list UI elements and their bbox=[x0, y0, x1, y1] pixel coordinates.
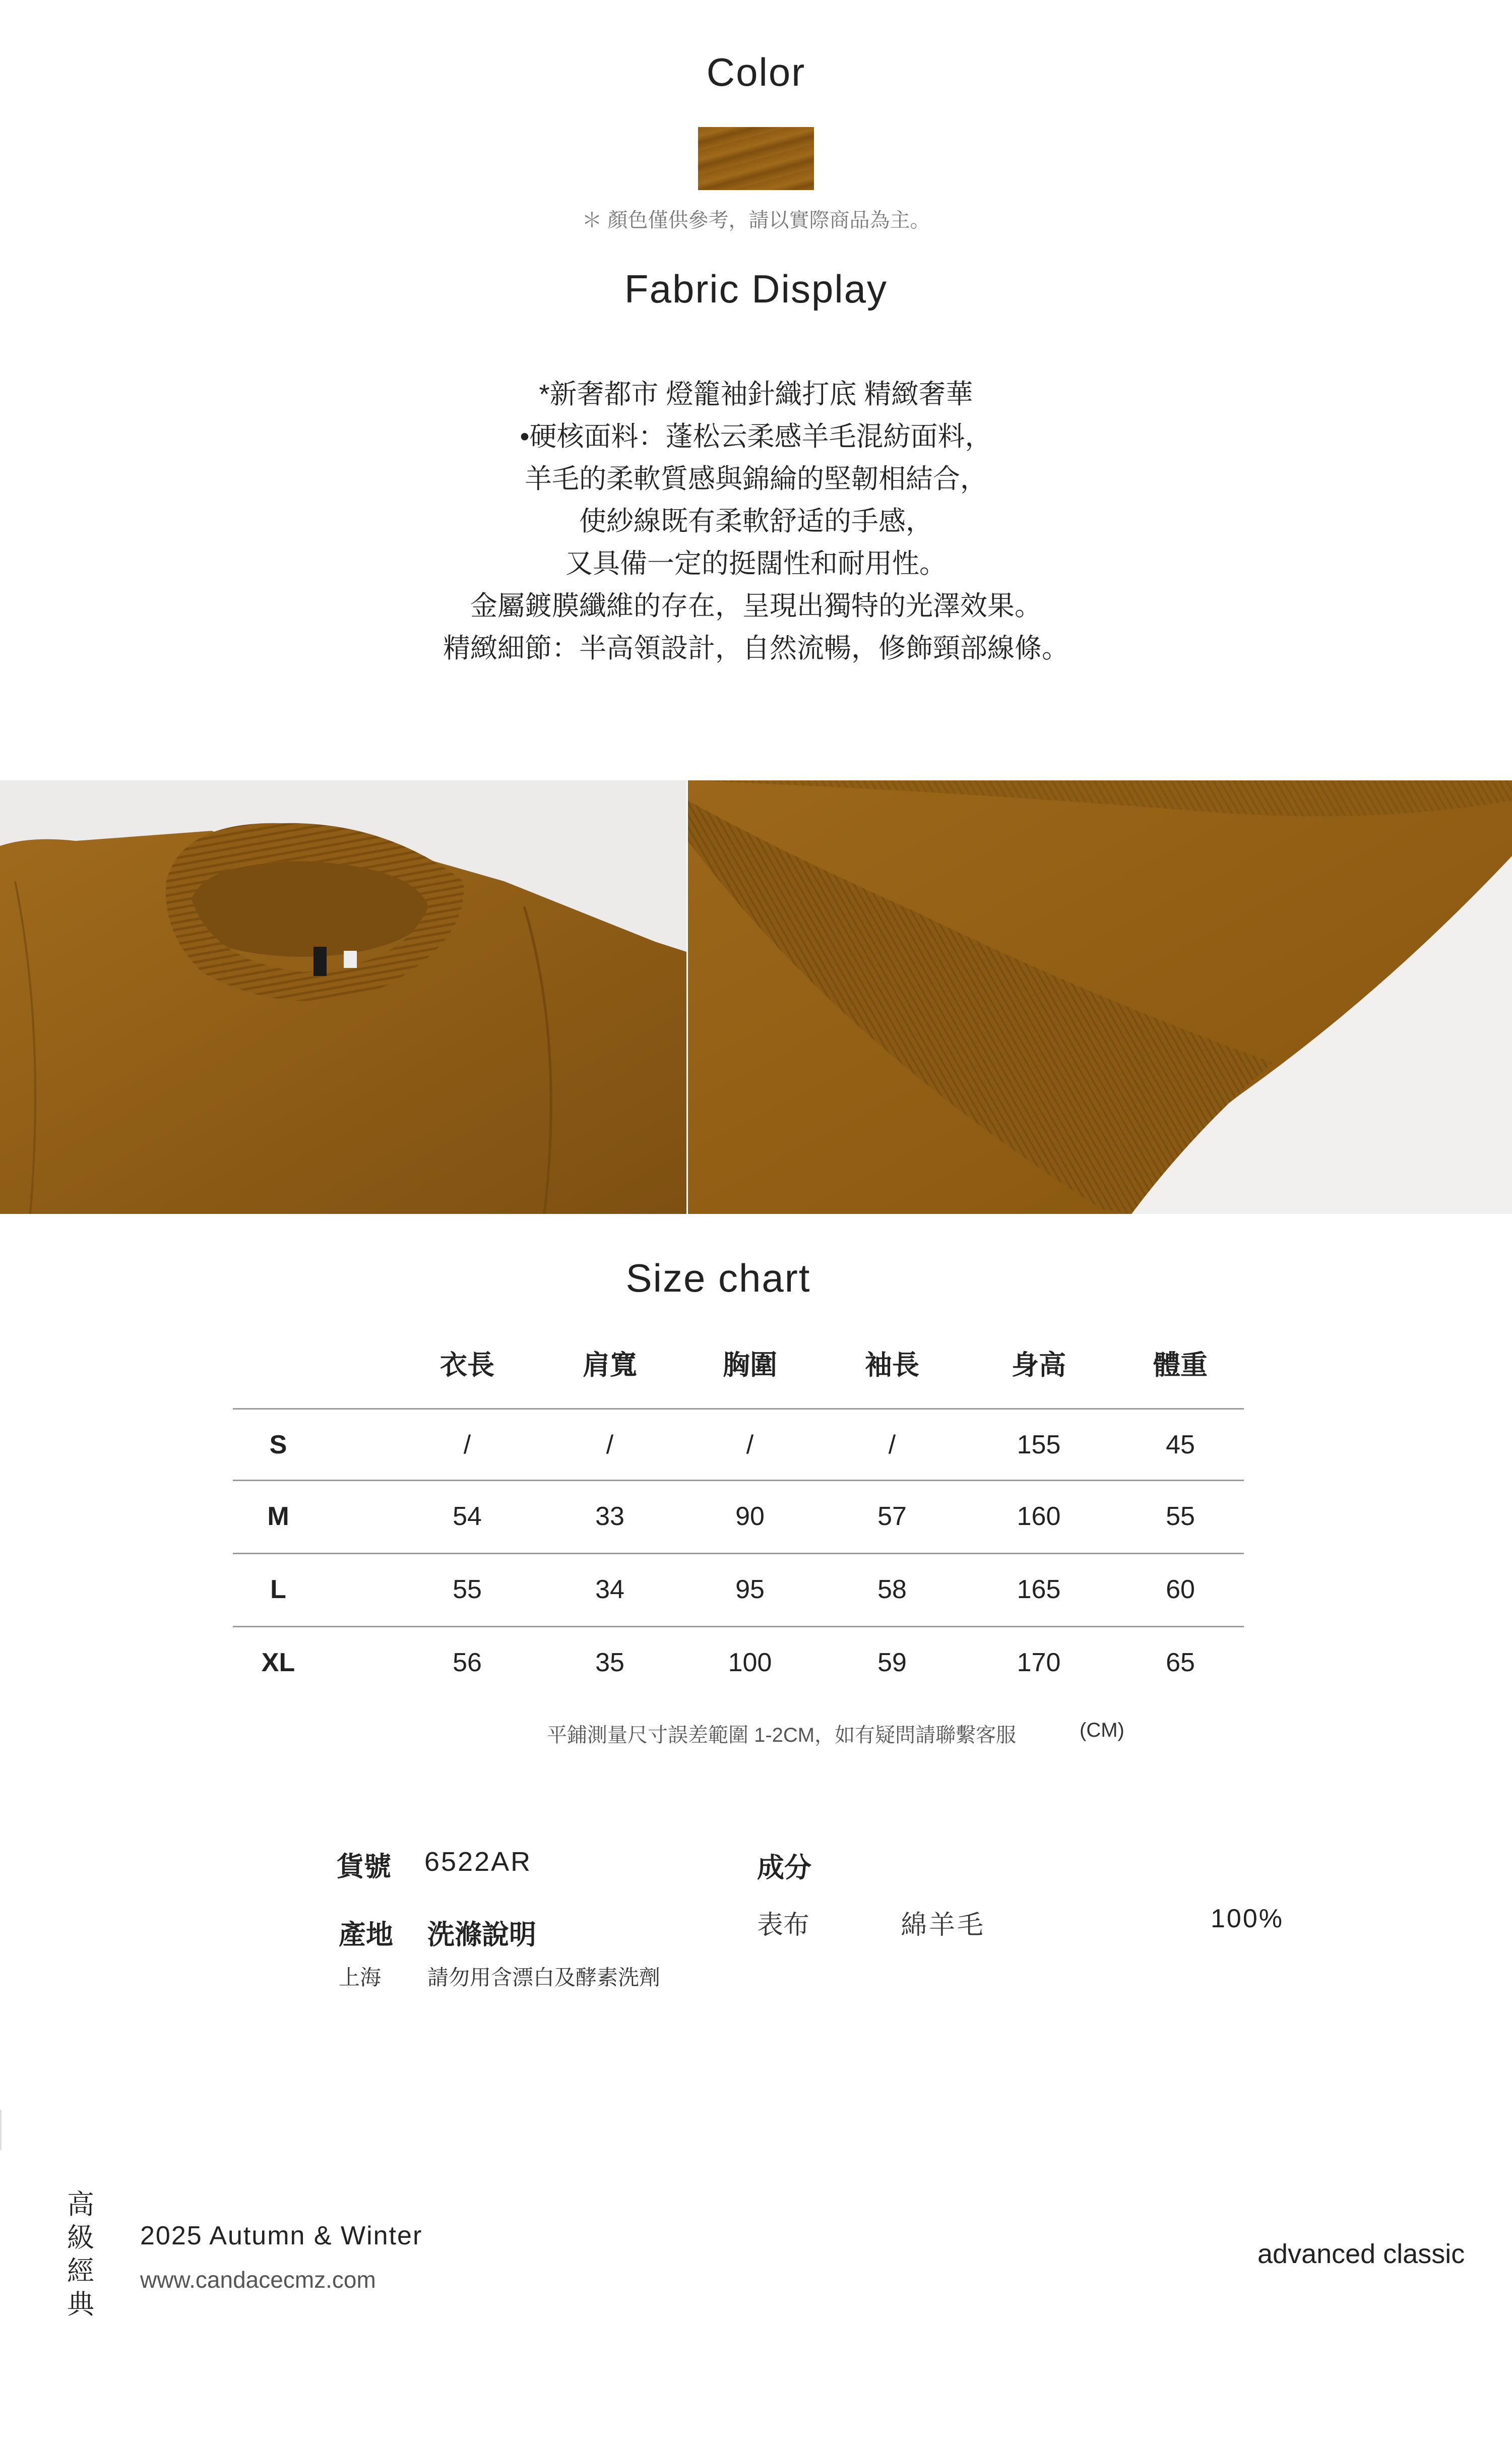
table-cell: 57 bbox=[877, 1502, 907, 1531]
brand-char: 典 bbox=[67, 2289, 94, 2320]
table-cell: 95 bbox=[735, 1575, 765, 1604]
column-header: 衣長 bbox=[440, 1350, 494, 1380]
size-label: XL bbox=[261, 1648, 295, 1677]
table-cell: 100 bbox=[728, 1648, 772, 1677]
table-cell: / bbox=[463, 1430, 471, 1459]
table-row bbox=[233, 1626, 1244, 1700]
size-label: L bbox=[270, 1575, 286, 1604]
table-cell: 35 bbox=[595, 1648, 624, 1677]
table-cell: 165 bbox=[1017, 1575, 1061, 1604]
table-cell: 55 bbox=[453, 1575, 482, 1604]
desc-line: *新奢都市 燈籠袖針織打底 精緻奢華 bbox=[539, 379, 973, 409]
column-header: 身高 bbox=[1012, 1350, 1066, 1380]
desc-line: 使紗線既有柔軟舒适的手感， bbox=[579, 506, 933, 536]
color-swatch[interactable] bbox=[698, 127, 814, 190]
brand-vertical-text bbox=[60, 2188, 101, 2321]
item-no-label: 貨號 bbox=[337, 1852, 391, 1882]
website-link[interactable]: www.candacecmz.com bbox=[140, 2267, 376, 2293]
size-label: M bbox=[267, 1502, 289, 1531]
table-row bbox=[233, 1480, 1244, 1554]
item-no-value: 6522AR bbox=[424, 1847, 532, 1877]
desc-line: •硬核面料：蓬松云柔感羊毛混紡面料， bbox=[520, 421, 992, 452]
table-cell: 155 bbox=[1017, 1430, 1061, 1459]
table-cell: 60 bbox=[1166, 1575, 1195, 1604]
brand-char: 高 bbox=[67, 2189, 94, 2220]
table-row bbox=[233, 1408, 1244, 1483]
hem-photo bbox=[688, 780, 1512, 1214]
table-cell: 170 bbox=[1017, 1648, 1061, 1677]
table-cell: 55 bbox=[1166, 1502, 1195, 1531]
hem-illustration bbox=[688, 780, 1512, 1214]
table-cell: 33 bbox=[595, 1502, 624, 1531]
collar-illustration bbox=[0, 780, 686, 1214]
composition-material: 綿羊毛 bbox=[901, 1911, 986, 1940]
measurement-note: 平鋪測量尺寸誤差範圍 1-2CM，如有疑問請聯繫客服 bbox=[547, 1724, 1017, 1746]
desc-line: 又具備一定的挺闊性和耐用性。 bbox=[565, 548, 947, 579]
table-cell: 45 bbox=[1166, 1430, 1195, 1459]
table-cell: 59 bbox=[877, 1648, 907, 1677]
column-header: 肩寬 bbox=[583, 1350, 637, 1380]
composition-label: 成分 bbox=[757, 1853, 811, 1883]
composition-part: 表布 bbox=[757, 1911, 810, 1940]
table-cell: 56 bbox=[453, 1648, 482, 1677]
color-note: ＊ 顏色僅供參考，請以實際商品為主。 bbox=[582, 209, 930, 231]
table-cell: / bbox=[606, 1430, 614, 1459]
desc-line: 精緻細節：半高領設計，自然流暢，修飾頸部線條。 bbox=[443, 633, 1069, 663]
season-text: 2025 Autumn & Winter bbox=[140, 2221, 423, 2250]
table-cell: 34 bbox=[595, 1575, 624, 1604]
origin-label: 產地 bbox=[339, 1920, 393, 1950]
fabric-description bbox=[0, 373, 1512, 669]
table-cell: 58 bbox=[877, 1575, 907, 1604]
table-cell: / bbox=[746, 1430, 754, 1459]
table-cell: 65 bbox=[1166, 1648, 1195, 1677]
composition-percent: 100% bbox=[1211, 1904, 1284, 1933]
table-cell: 90 bbox=[735, 1502, 765, 1531]
column-header: 體重 bbox=[1153, 1350, 1208, 1380]
brand-char: 級 bbox=[67, 2223, 94, 2253]
size-label: S bbox=[269, 1430, 287, 1459]
wash-label: 洗滌說明 bbox=[427, 1920, 536, 1950]
brand-char: 經 bbox=[67, 2256, 94, 2286]
collar-photo bbox=[0, 780, 686, 1214]
wash-value: 請勿用含漂白及酵素洗劑 bbox=[427, 1966, 661, 1989]
tagline: advanced classic bbox=[1257, 2239, 1465, 2269]
column-header: 胸圍 bbox=[723, 1350, 777, 1380]
column-header: 袖長 bbox=[865, 1350, 919, 1380]
side-mark bbox=[0, 2110, 2, 2150]
table-cell: 160 bbox=[1017, 1502, 1061, 1531]
unit-label: (CM) bbox=[1080, 1719, 1124, 1741]
table-cell: 54 bbox=[453, 1502, 482, 1531]
fabric-title: Fabric Display bbox=[624, 267, 888, 311]
size-chart-title: Size chart bbox=[625, 1256, 811, 1300]
desc-line: 羊毛的柔軟質感與錦綸的堅韌相結合， bbox=[525, 464, 987, 494]
origin-value: 上海 bbox=[339, 1966, 382, 1989]
desc-line: 金屬鍍膜纖維的存在，呈現出獨特的光澤效果。 bbox=[470, 591, 1042, 621]
table-cell: / bbox=[888, 1430, 896, 1459]
table-row bbox=[233, 1553, 1244, 1627]
color-title: Color bbox=[706, 50, 806, 94]
